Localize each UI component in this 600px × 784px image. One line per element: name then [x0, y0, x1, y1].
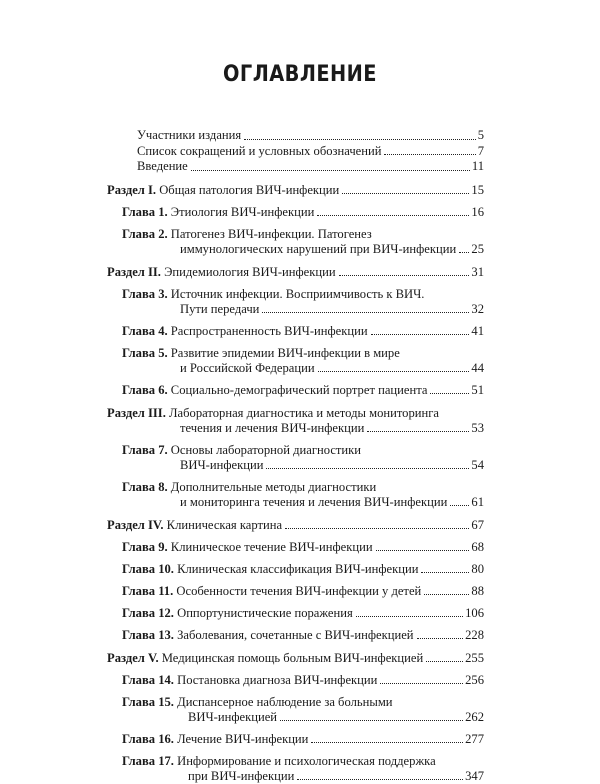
page-number: 7: [477, 143, 484, 158]
entry-label: Глава 17.: [122, 753, 174, 768]
toc-line: [122, 346, 484, 361]
entry-label: Раздел IV.: [107, 517, 164, 532]
chapter-entry: [107, 205, 484, 220]
entry-text: и Российской Федерации: [180, 360, 315, 375]
dot-leader: [459, 252, 469, 253]
toc-line: [122, 287, 484, 302]
page-number: 44: [471, 360, 484, 375]
toc-line: [122, 540, 484, 555]
dot-leader: [450, 505, 469, 506]
toc-line: [122, 361, 484, 376]
page-number: 262: [465, 709, 484, 724]
entry-label: Глава 7.: [122, 442, 168, 457]
entry-text: Раздел III. Лабораторная диагностика и методы мониторинга: [107, 405, 440, 420]
dot-leader: [426, 661, 463, 662]
page-number: 68: [471, 539, 484, 554]
toc-line: [107, 406, 484, 421]
entry-text: Глава 1. Этиология ВИЧ-инфекции: [122, 204, 315, 219]
chapter-entry: [107, 383, 484, 398]
chapter-entry: [107, 562, 484, 577]
entry-text: Глава 11. Особенности течения ВИЧ-инфекции у детей: [122, 583, 422, 598]
dot-leader: [376, 550, 470, 551]
entry-text: Глава 9. Клиническое течение ВИЧ-инфекции: [122, 539, 373, 554]
table-of-contents: [107, 128, 484, 784]
page-number: 61: [471, 494, 484, 509]
page-number: 54: [471, 457, 484, 472]
toc-line: [122, 302, 484, 317]
dot-leader: [380, 683, 463, 684]
page-number: 15: [471, 182, 484, 197]
front-entry: [137, 159, 484, 175]
toc-line: [122, 443, 484, 458]
dot-leader: [417, 638, 464, 639]
toc-line: [122, 495, 484, 510]
dot-leader: [280, 720, 463, 721]
dot-leader: [244, 139, 476, 140]
entry-label: Глава 4.: [122, 323, 168, 338]
page-number: 25: [471, 241, 484, 256]
dot-leader: [356, 616, 463, 617]
entry-text: Глава 7. Основы лабораторной диагностики: [122, 442, 362, 457]
entry-text: Глава 13. Заболевания, сочетанные с ВИЧ-инфекцией: [122, 627, 414, 642]
entry-text: Раздел I. Общая патология ВИЧ-инфекции: [107, 182, 340, 197]
page-number: 277: [465, 731, 484, 746]
page-number: 228: [465, 627, 484, 642]
page-number: 347: [465, 768, 484, 783]
entry-text: Глава 5. Развитие эпидемии ВИЧ-инфекции в мире: [122, 345, 400, 360]
dot-leader: [367, 431, 469, 432]
dot-leader: [266, 468, 469, 469]
toc-line: [107, 265, 484, 280]
chapter-entry: [107, 287, 484, 317]
entry-text: Глава 8. Дополнительные методы диагностики: [122, 479, 377, 494]
chapter-entry: [107, 346, 484, 376]
toc-line: [122, 695, 484, 710]
entry-text: Глава 4. Распространенность ВИЧ-инфекции: [122, 323, 368, 338]
entry-text: и мониторинга течения и лечения ВИЧ-инфекции: [180, 494, 448, 509]
toc-line: [122, 383, 484, 398]
entry-label: Глава 1.: [122, 204, 168, 219]
toc-line: [122, 205, 484, 220]
toc-line: [122, 458, 484, 473]
chapter-entry: [107, 754, 484, 784]
entry-label: Глава 16.: [122, 731, 174, 746]
dot-leader: [297, 779, 463, 780]
entry-label: Глава 11.: [122, 583, 174, 598]
section-entry: [107, 183, 484, 198]
toc-line: [137, 128, 484, 144]
page-number: 16: [471, 204, 484, 219]
entry-label: Глава 6.: [122, 382, 168, 397]
page-number: 11: [471, 159, 484, 173]
page-number: 5: [477, 128, 484, 142]
page-number: 32: [471, 301, 484, 316]
toc-line: [122, 673, 484, 688]
toc-line: [122, 480, 484, 495]
entry-text: при ВИЧ-инфекции: [188, 768, 295, 783]
page-number: 51: [471, 382, 484, 397]
page-title: ОГЛАВЛЕНИЕ: [223, 62, 377, 87]
dot-leader: [191, 170, 470, 171]
entry-text: Участники издания: [137, 128, 242, 142]
entry-label: Глава 15.: [122, 694, 174, 709]
entry-label: Раздел V.: [107, 650, 159, 665]
page-number: 31: [471, 264, 484, 279]
entry-text: Глава 17. Информирование и психологическая поддержка: [122, 753, 436, 768]
toc-line: [107, 421, 484, 436]
toc-line: [122, 732, 484, 747]
entry-text: Глава 16. Лечение ВИЧ-инфекции: [122, 731, 309, 746]
entry-text: ВИЧ-инфекцией: [188, 709, 278, 724]
entry-text: иммунологических нарушений при ВИЧ-инфекции: [180, 241, 457, 256]
dot-leader: [371, 334, 470, 335]
toc-line: [107, 651, 484, 666]
section-entry: [107, 518, 484, 533]
toc-line: [107, 183, 484, 198]
chapter-entry: [107, 480, 484, 510]
section-entry: [107, 651, 484, 666]
entry-text: Раздел IV. Клиническая картина: [107, 517, 283, 532]
entry-label: Глава 10.: [122, 561, 174, 576]
dot-leader: [317, 215, 469, 216]
entry-text: Глава 6. Социально-демографический портрет пациента: [122, 382, 428, 397]
entry-text: Раздел II. Эпидемиология ВИЧ-инфекции: [107, 264, 336, 279]
entry-label: Глава 3.: [122, 286, 168, 301]
page-number: 88: [471, 583, 484, 598]
entry-label: Глава 14.: [122, 672, 174, 687]
chapter-entry: [107, 606, 484, 621]
section-entry: [107, 406, 484, 436]
entry-text: Глава 15. Диспансерное наблюдение за больными: [122, 694, 393, 709]
entry-label: Глава 12.: [122, 605, 174, 620]
chapter-entry: [107, 695, 484, 725]
entry-text: Раздел V. Медицинская помощь больным ВИЧ-инфекцией: [107, 650, 424, 665]
chapter-entry: [107, 443, 484, 473]
entry-text: Список сокращений и условных обозначений: [137, 143, 382, 158]
entry-label: Раздел II.: [107, 264, 161, 279]
entry-text: Глава 12. Оппортунистические поражения: [122, 605, 353, 620]
front-entry: [137, 144, 484, 160]
chapter-entry: [107, 673, 484, 688]
entry-label: Раздел I.: [107, 182, 157, 197]
chapter-entry: [107, 732, 484, 747]
entry-label: Раздел III.: [107, 405, 166, 420]
chapter-entry: [107, 584, 484, 599]
toc-line: [137, 144, 484, 160]
page-number: 53: [471, 420, 484, 435]
toc-line: [122, 606, 484, 621]
entry-text: Введение: [137, 159, 188, 173]
page-number: 255: [465, 650, 484, 665]
dot-leader: [421, 572, 469, 573]
chapter-entry: [107, 540, 484, 555]
entry-text: Глава 2. Патогенез ВИЧ-инфекции. Патогенез: [122, 226, 372, 241]
dot-leader: [262, 312, 469, 313]
page-number: 41: [471, 323, 484, 338]
page-number: 256: [465, 672, 484, 687]
toc-line: [137, 159, 484, 175]
toc-line: [122, 710, 484, 725]
toc-line: [122, 227, 484, 242]
front-entry: [137, 128, 484, 144]
toc-line: [122, 562, 484, 577]
chapter-entry: [107, 628, 484, 643]
section-entry: [107, 265, 484, 280]
entry-label: Глава 13.: [122, 627, 174, 642]
toc-line: [122, 324, 484, 339]
entry-text: Пути передачи: [180, 301, 260, 316]
toc-line: [122, 584, 484, 599]
dot-leader: [342, 193, 469, 194]
toc-line: [122, 769, 484, 784]
front-matter: [107, 128, 484, 175]
dot-leader: [318, 371, 470, 372]
entry-text: Глава 14. Постановка диагноза ВИЧ-инфекции: [122, 672, 378, 687]
entry-text: ВИЧ-инфекции: [180, 457, 264, 472]
dot-leader: [384, 154, 475, 155]
dot-leader: [285, 528, 469, 529]
entry-text: течения и лечения ВИЧ-инфекции: [180, 420, 365, 435]
entry-text: Глава 3. Источник инфекции. Восприимчивость к ВИЧ.: [122, 286, 425, 301]
dot-leader: [430, 393, 469, 394]
toc-line: [122, 754, 484, 769]
toc-line: [122, 242, 484, 257]
page-number: 67: [471, 517, 484, 532]
entry-label: Глава 8.: [122, 479, 168, 494]
chapter-entry: [107, 227, 484, 257]
dot-leader: [424, 594, 469, 595]
chapter-entry: [107, 324, 484, 339]
entry-label: Глава 5.: [122, 345, 168, 360]
entry-label: Глава 2.: [122, 226, 168, 241]
dot-leader: [311, 742, 463, 743]
page-number: 106: [465, 605, 484, 620]
entry-label: Глава 9.: [122, 539, 168, 554]
entry-text: Глава 10. Клиническая классификация ВИЧ-инфекции: [122, 561, 419, 576]
toc-line: [122, 628, 484, 643]
dot-leader: [339, 275, 470, 276]
toc-line: [107, 518, 484, 533]
page-number: 80: [471, 561, 484, 576]
